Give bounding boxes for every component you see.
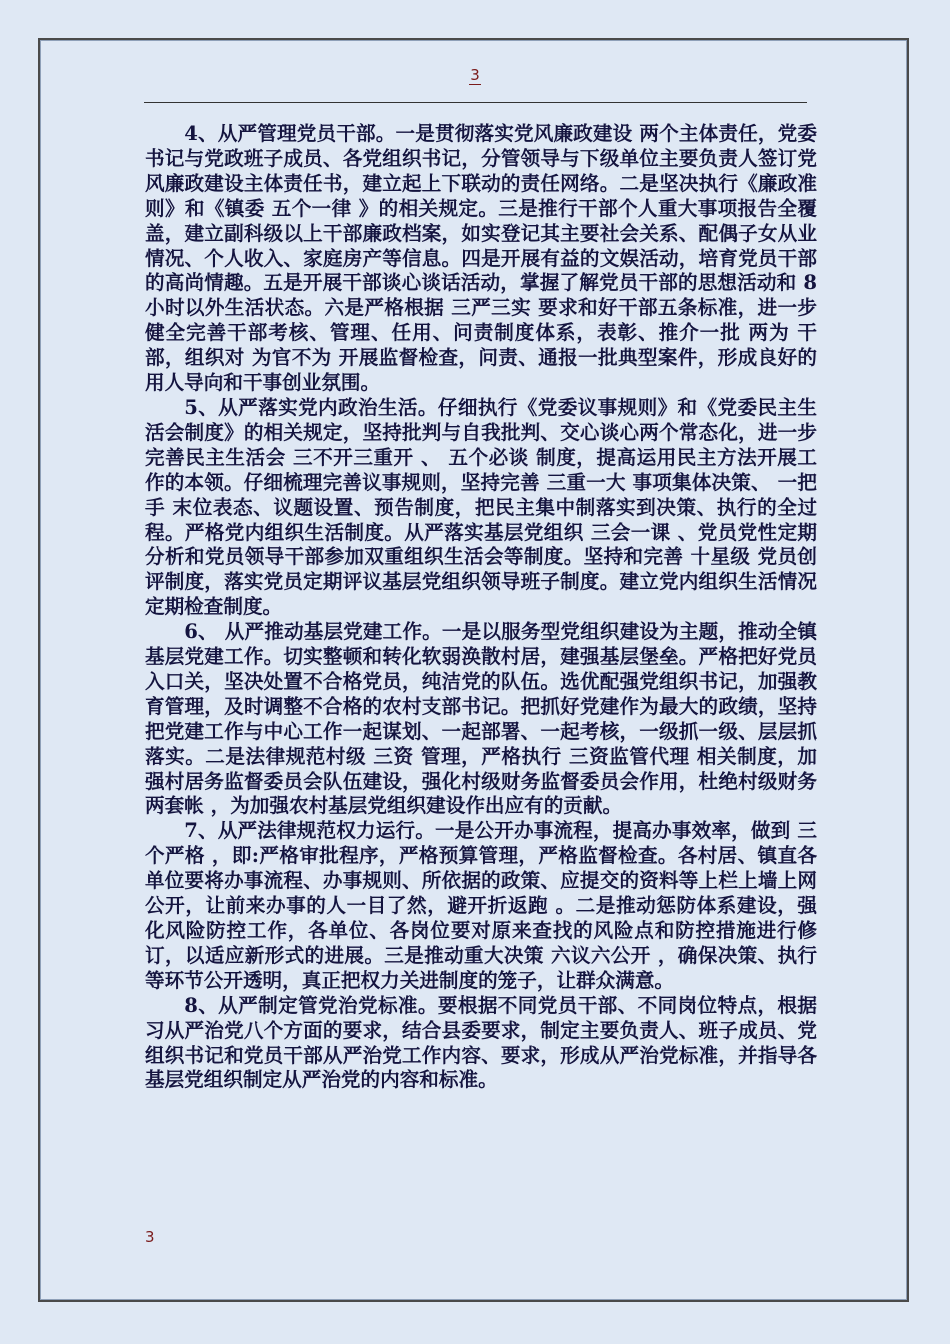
paragraph-6: 6、 从严推动基层党建工作。一是以服务型党组织建设为主题，推动全镇基层党建工作。切实整顿和转化软弱涣散村居，建强基层堡垒。严格把好党员入口关，坚决处置不合格党员，纯洁党的队伍。选优配强党组织书记，加强教育管理，及时调整不合格的农村支部书记。把抓好党建作为最大的政绩，坚持把党建工作与中心工作一起谋划、一起部署、一起考核，一级抓一级、层层抓落实。二是法律规范村级 三资 管理，严格执行 三资监管代理 相关制度，加强村居务监督委员会队伍建设，强化村级财务监督委员会作用，杜绝村级财务 两套帐 ，为加强农村基层党组织建设作出应有的贡献。 bbox=[145, 620, 817, 818]
paragraph-4: 4、从严管理党员干部。一是贯彻落实党风廉政建设 两个主体责任，党委书记与党政班子成员、各党组织书记，分管领导与下级单位主要负责人签订党风廉政建设主体责任书，建立起上下联动的责任网络。二是坚决执行《廉政准则》和《镇委 五个一律 》的相关规定。三是推行干部个人重大事项报告全覆盖，建立副科级以上干部廉政档案，如实登记其主要社会关系、配偶子女从业情况、个人收入、家庭房产等信息。四是开展有益的文娱活动，培育党员干部的高尚情趣。五是开展干部谈心谈话活动，掌握了解党员干部的思想活动和 8 小时以外生活状态。六是严格根据 三严三实 要求和好干部五条标准，进一步健全完善干部考核、管理、任用、问责制度体系，表彰、推介一批 两为 干部，组织对 为官不为 开展监督检查，问责、通报一批典型案件，形成良好的用人导向和干事创业氛围。 bbox=[145, 122, 817, 395]
footer-page-number: 3 bbox=[145, 1228, 155, 1246]
body-text bbox=[145, 122, 817, 1093]
header-page-number-text: 3 bbox=[470, 66, 480, 84]
paragraph-7: 7、从严法律规范权力运行。一是公开办事流程，提高办事效率，做到 三个严格 ，即:严格审批程序，严格预算管理，严格监督检查。各村居、镇直各单位要将办事流程、办事规则、所依据的政策、应提交的资料等上栏上墙上网公开，让前来办事的人一目了然，避开折返跑 。二是推动惩防体系建设，强化风险防控工作，各单位、各岗位要对原来查找的风险点和防控措施进行修订，以适应新形式的进展。三是推动重大决策 六议六公开 ，确保决策、执行等环节公开透明，真正把权力关进制度的笼子，让群众满意。 bbox=[145, 819, 817, 992]
header-page-number bbox=[0, 66, 950, 84]
paragraph-8: 8、从严制定管党治党标准。要根据不同党员干部、不同岗位特点，根据习从严治党八个方面的要求，结合县委要求，制定主要负责人、班子成员、党组织书记和党员干部从严治党工作内容、要求，形成从严治党标准，并指导各基层党组织制定从严治党的内容和标准。 bbox=[145, 993, 817, 1092]
paragraph-5: 5、从严落实党内政治生活。仔细执行《党委议事规则》和《党委民主生活会制度》的相关规定，坚持批判与自我批判、交心谈心两个常态化，进一步完善民主生活会 三不开三重开 、 五个必谈 制度，提高运用民主方法开展工作的本领。仔细梳理完善议事规则，坚持完善 三重一大 事项集体决策、 一把手 末位表态、议题设置、预告制度，把民主集中制落实到决策、执行的全过程。严格党内组织生活制度。从严落实基层党组织 三会一课 、党员党性定期分析和党员领导干部参加双重组织生活会等制度。坚持和完善 十星级 党员创评制度，落实党员定期评议基层党组织领导班子制度。建立党内组织生活情况定期检查制度。 bbox=[145, 395, 817, 619]
header-divider bbox=[144, 102, 807, 103]
